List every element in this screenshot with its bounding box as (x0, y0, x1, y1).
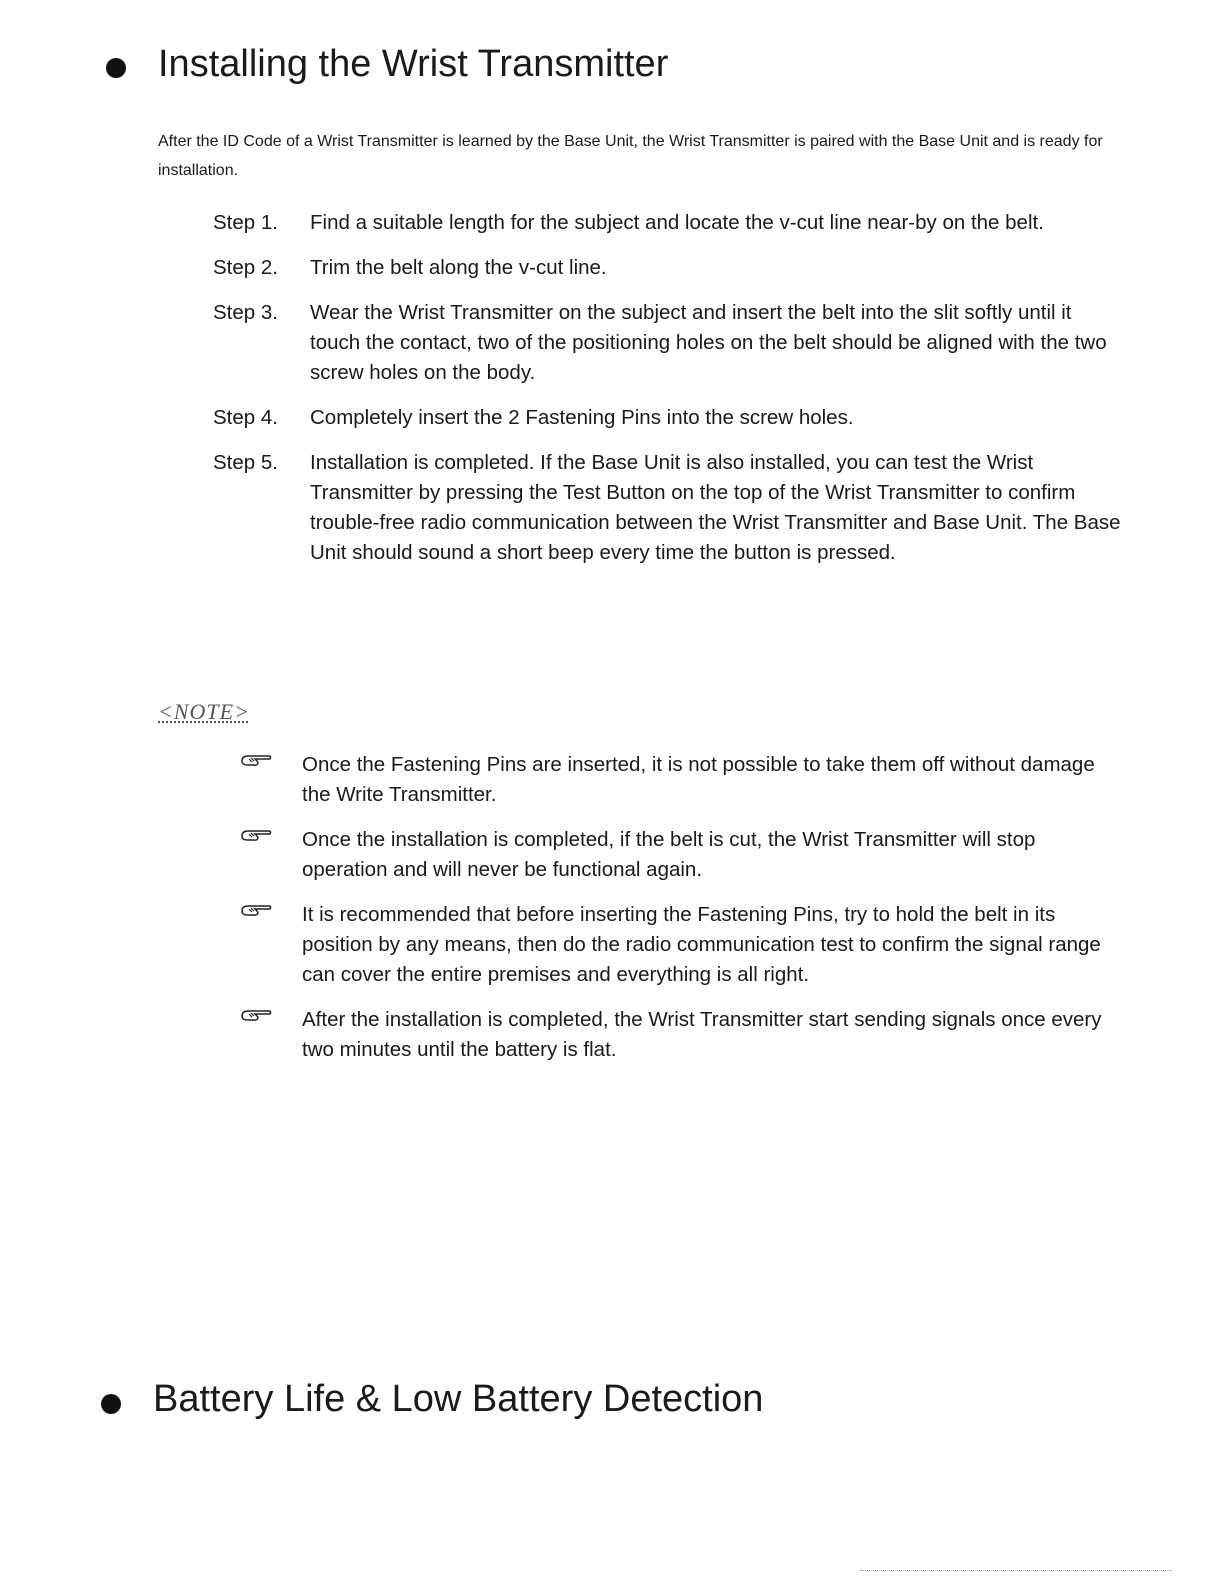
note-label: <NOTE> (158, 699, 250, 724)
step-label: Step 5. (213, 451, 278, 474)
step-item (213, 253, 1123, 283)
note-text: After the installation is completed, the Wrist Transmitter start sending signals once every two minutes until the battery is flat. (302, 1008, 1102, 1061)
installation-steps (213, 208, 1123, 583)
step-text: Wear the Wrist Transmitter on the subject and insert the belt into the slit softly until it touch the contact, two of the positioning holes on the belt should be aligned with the two screw holes on the body. (310, 301, 1107, 384)
step-item (213, 403, 1123, 433)
section-bullet-icon (101, 1394, 121, 1414)
note-text: Once the Fastening Pins are inserted, it is not possible to take them off without damage the Write Transmitter. (302, 753, 1095, 806)
note-item (240, 900, 1120, 990)
note-item (240, 1005, 1120, 1065)
step-item (213, 298, 1123, 388)
step-item (213, 448, 1123, 568)
note-item (240, 825, 1120, 885)
step-text: Find a suitable length for the subject and locate the v-cut line near-by on the belt. (310, 211, 1044, 234)
step-item (213, 208, 1123, 238)
note-item (240, 750, 1120, 810)
step-label: Step 4. (213, 406, 278, 429)
step-text: Completely insert the 2 Fastening Pins into the screw holes. (310, 406, 854, 429)
pointing-hand-icon (240, 825, 302, 855)
note-text: Once the installation is completed, if the belt is cut, the Wrist Transmitter will stop operation and will never be functional again. (302, 828, 1036, 881)
pointing-hand-icon (240, 750, 302, 780)
section-bullet-icon (106, 58, 126, 78)
pointing-hand-icon (240, 1005, 302, 1035)
step-label: Step 3. (213, 301, 278, 324)
note-list (240, 750, 1120, 1080)
section-heading-installing: Installing the Wrist Transmitter (158, 43, 669, 85)
step-text: Trim the belt along the v-cut line. (310, 256, 607, 279)
note-text: It is recommended that before inserting the Fastening Pins, try to hold the belt in its position by any means, then do the radio communication test to confirm the signal range can cover the entire premises and everything is all right. (302, 903, 1101, 986)
intro-paragraph: After the ID Code of a Wrist Transmitter is learned by the Base Unit, the Wrist Transmitter is paired with the Base Unit and is ready for installation. (158, 133, 1103, 179)
pointing-hand-icon (240, 900, 302, 930)
section-heading-battery: Battery Life & Low Battery Detection (153, 1378, 764, 1420)
scan-artifact-line (860, 1570, 1172, 1571)
step-label: Step 2. (213, 256, 278, 279)
step-text: Installation is completed. If the Base Unit is also installed, you can test the Wrist Transmitter by pressing the Test Button on the top of the Wrist Transmitter to confirm trouble-free radio communication between the Wrist Transmitter and Base Unit. The Base Unit should sound a short beep every time the button is pressed. (310, 451, 1121, 564)
step-label: Step 1. (213, 211, 278, 234)
